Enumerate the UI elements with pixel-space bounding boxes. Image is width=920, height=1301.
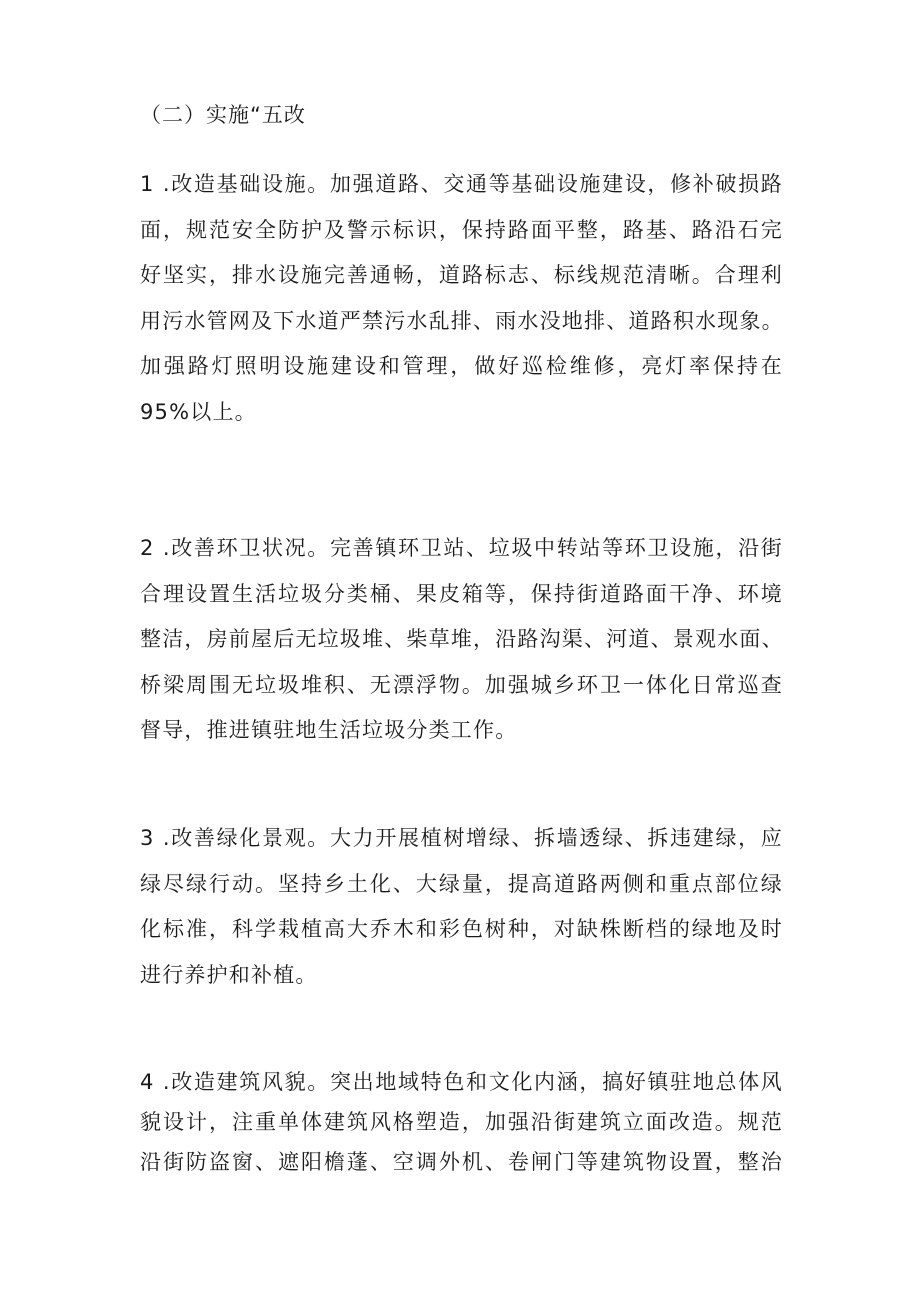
- paragraph-infrastructure: [140, 162, 783, 435]
- paragraph-architecture: [140, 1062, 783, 1182]
- paragraph-line: 沿街防盗窗、遮阳檐蓬、空调外机、卷闸门等建筑物设置，整治: [140, 1150, 783, 1174]
- paragraph-sanitation: [140, 526, 783, 754]
- paragraph-line: 加强路灯照明设施建设和管理，做好巡检维修，亮灯率保持在: [140, 354, 783, 378]
- paragraph-line: 用污水管网及下水道严禁污水乱排、雨水没地排、道路积水现象。: [140, 308, 784, 333]
- paragraph-line: 化标准，科学栽植高大乔木和彩色树种，对缺株断档的绿地及时: [140, 917, 783, 941]
- paragraph-line: 好坚实，排水设施完善通畅，道路标志、标线规范清晰。合理利: [140, 263, 783, 287]
- paragraph-line: 合理设置生活垃圾分类桶、果皮箱等，保持街道路面干净、环境: [140, 581, 783, 606]
- paragraph-line: 绿尽绿行动。坚持乡土化、大绿量，提高道路两侧和重点部位绿: [140, 871, 783, 896]
- paragraph-line: 进行养护和补植。: [140, 962, 318, 987]
- paragraph-line: 95%以上。: [140, 399, 257, 424]
- paragraph-line: 貌设计，注重单体建筑风格塑造，加强沿街建筑立面改造。规范: [140, 1110, 783, 1134]
- paragraph-line: 整洁，房前屋后无垃圾堆、柴草堆，沿路沟渠、河道、景观水面、: [140, 627, 784, 651]
- paragraph-line: 2 .改善环卫状况。完善镇环卫站、垃圾中转站等环卫设施，沿街: [140, 536, 783, 560]
- section-heading: （二）实施“五改: [140, 103, 306, 127]
- paragraph-line: 面，规范安全防护及警示标识，保持路面平整，路基、路沿石完: [140, 217, 783, 242]
- paragraph-line: 督导，推进镇驻地生活垃圾分类工作。: [140, 718, 518, 742]
- paragraph-line: 4 .改造建筑风貌。突出地域特色和文化内涵，搞好镇驻地总体风: [140, 1070, 783, 1094]
- paragraph-line: 3 .改善绿化景观。大力开展植树增绿、拆墙透绿、拆违建绿，应: [140, 826, 783, 850]
- paragraph-line: 桥梁周围无垃圾堆积、无漂浮物。加强城乡环卫一体化日常巡查: [140, 672, 783, 697]
- paragraph-line: 1 .改造基础设施。加强道路、交通等基础设施建设，修补破损路: [140, 172, 783, 196]
- paragraph-greening: [140, 816, 783, 998]
